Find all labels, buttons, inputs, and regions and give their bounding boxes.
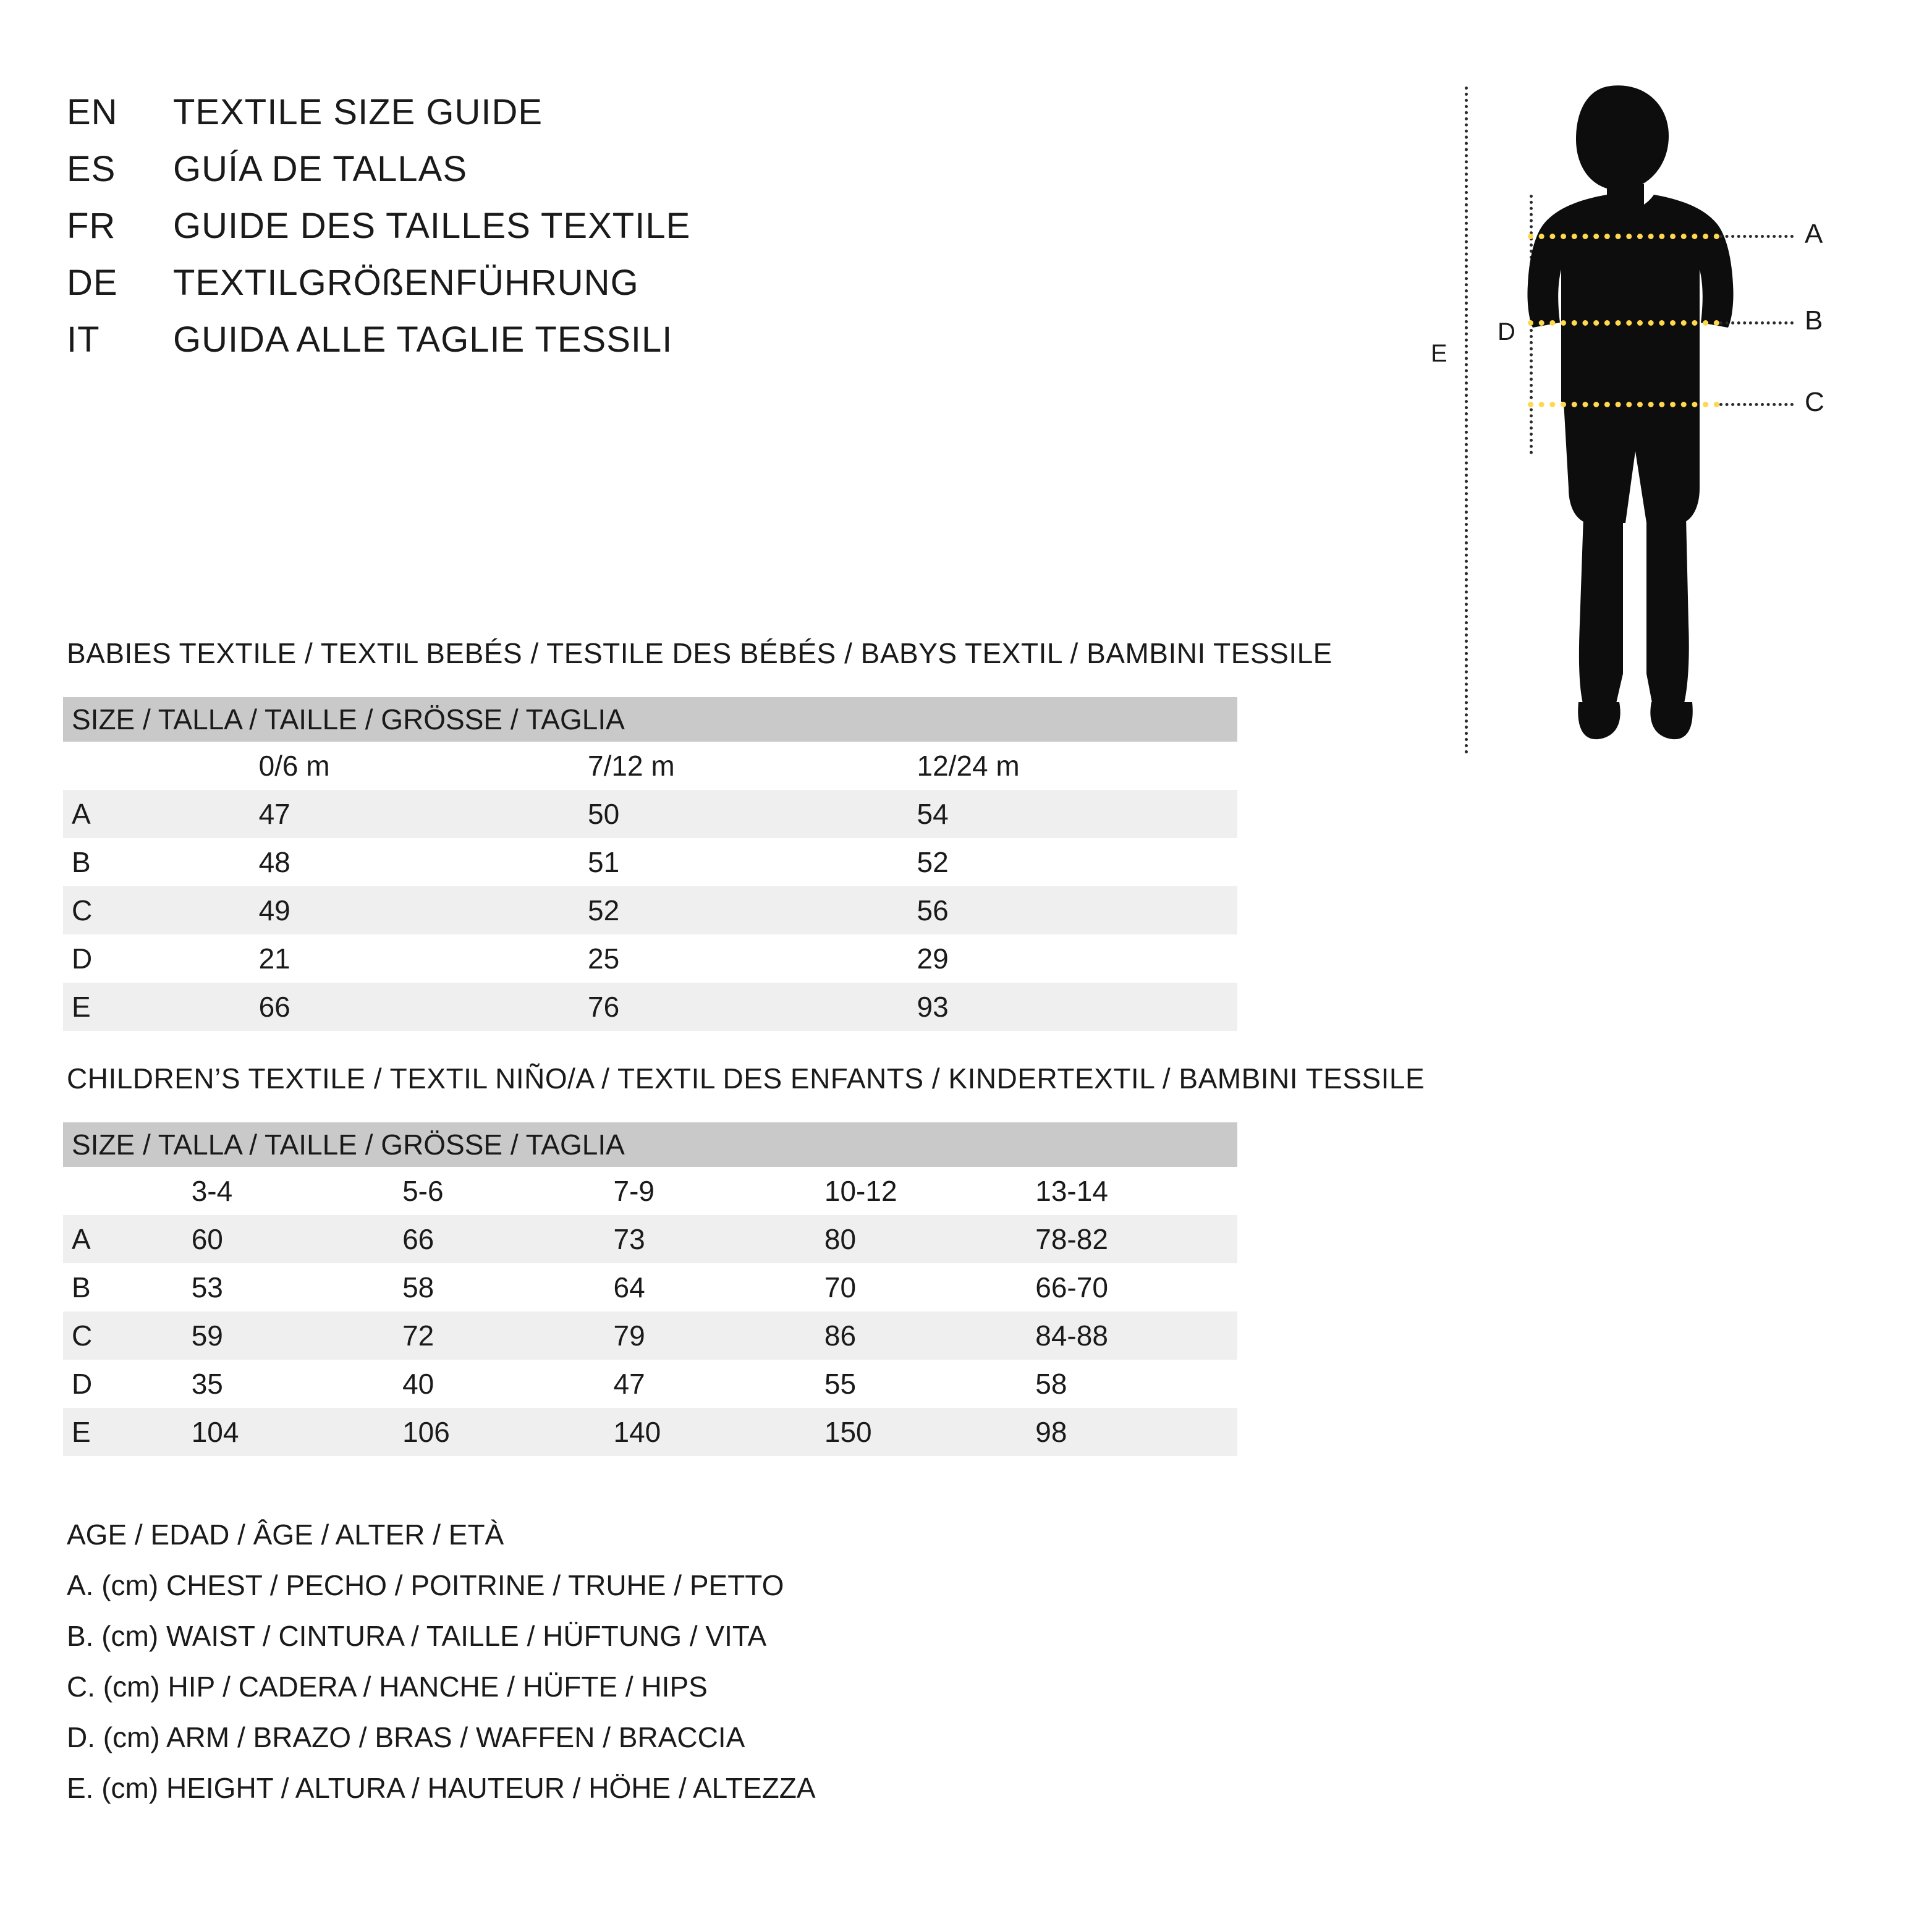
table-row [63, 1311, 1237, 1360]
measure-line-waist [1528, 320, 1719, 326]
children-size-table [63, 1122, 1237, 1456]
children-d-4: 58 [1027, 1360, 1237, 1408]
babies-c-0: 49 [250, 886, 579, 934]
children-row-letter-b: B [63, 1263, 183, 1311]
language-row-fr [67, 205, 1241, 262]
children-e-1: 106 [394, 1408, 604, 1456]
babies-row-letter-e: E [63, 983, 250, 1031]
children-d-0: 35 [183, 1360, 394, 1408]
child-silhouette-icon [1514, 80, 1755, 754]
babies-table-header-label: SIZE / TALLA / TAILLE / GRÖSSE / TAGLIA [63, 697, 1237, 742]
table-row [63, 1408, 1237, 1456]
babies-e-2: 93 [909, 983, 1238, 1031]
measurement-legend [67, 1520, 1303, 1824]
language-title-it: GUIDA ALLE TAGLIE TESSILI [173, 320, 673, 360]
children-column-header-row [63, 1167, 1237, 1215]
babies-c-2: 56 [909, 886, 1238, 934]
legend-item-a: A. (cm) CHEST / PECHO / POITRINE / TRUHE / PETTO [67, 1569, 784, 1601]
legend-title: AGE / EDAD / ÂGE / ALTER / ETÀ [67, 1519, 504, 1551]
children-e-2: 140 [604, 1408, 815, 1456]
babies-size-table [63, 697, 1237, 1031]
children-b-0: 53 [183, 1263, 394, 1311]
children-column-4: 13-14 [1027, 1167, 1237, 1215]
figure-label-d: D [1498, 318, 1515, 345]
babies-table-header-row [63, 697, 1237, 742]
babies-row-letter-d: D [63, 934, 250, 983]
babies-e-0: 66 [250, 983, 579, 1031]
measure-line-hip [1528, 402, 1719, 407]
babies-c-1: 52 [579, 886, 908, 934]
children-c-3: 86 [816, 1311, 1027, 1360]
children-c-4: 84-88 [1027, 1311, 1237, 1360]
language-code-it: IT [67, 320, 100, 360]
language-code-en: EN [67, 92, 118, 132]
children-table-header-label: SIZE / TALLA / TAILLE / GRÖSSE / TAGLIA [63, 1122, 1237, 1167]
language-code-fr: FR [67, 206, 116, 246]
babies-d-0: 21 [250, 934, 579, 983]
children-c-0: 59 [183, 1311, 394, 1360]
children-section-title: CHILDREN’S TEXTILE / TEXTIL NIÑO/A / TEXTIL DES ENFANTS / KINDERTEXTIL / BAMBINI TESSILE [67, 1062, 1425, 1095]
children-b-1: 58 [394, 1263, 604, 1311]
table-row [63, 983, 1237, 1031]
table-row [63, 1263, 1237, 1311]
children-a-4: 78-82 [1027, 1215, 1237, 1263]
table-row [63, 838, 1237, 886]
children-c-1: 72 [394, 1311, 604, 1360]
children-a-0: 60 [183, 1215, 394, 1263]
children-d-3: 55 [816, 1360, 1027, 1408]
table-row [63, 1215, 1237, 1263]
babies-column-0: 0/6 m [250, 742, 579, 790]
children-corner-cell [63, 1167, 183, 1215]
language-row-it [67, 319, 1241, 376]
babies-section-title: BABIES TEXTILE / TEXTIL BEBÉS / TESTILE DES BÉBÉS / BABYS TEXTIL / BAMBINI TESSILE [67, 637, 1332, 669]
babies-row-letter-a: A [63, 790, 250, 838]
babies-b-2: 52 [909, 838, 1238, 886]
table-row [63, 1360, 1237, 1408]
language-code-de: DE [67, 263, 118, 303]
children-row-letter-a: A [63, 1215, 183, 1263]
measure-line-chest [1528, 234, 1719, 239]
lead-line-hip [1719, 403, 1794, 406]
babies-a-0: 47 [250, 790, 579, 838]
children-column-1: 5-6 [394, 1167, 604, 1215]
language-row-en [67, 91, 1241, 148]
legend-item-b: B. (cm) WAIST / CINTURA / TAILLE / HÜFTUNG / VITA [67, 1620, 767, 1652]
legend-item-c: C. (cm) HIP / CADERA / HANCHE / HÜFTE / HIPS [67, 1671, 708, 1703]
figure-label-a: A [1805, 219, 1823, 249]
children-a-2: 73 [604, 1215, 815, 1263]
babies-column-2: 12/24 m [909, 742, 1238, 790]
babies-b-1: 51 [579, 838, 908, 886]
children-e-0: 104 [183, 1408, 394, 1456]
language-title-en: TEXTILE SIZE GUIDE [173, 92, 543, 132]
language-title-de: TEXTILGRÖßENFÜHRUNG [173, 263, 639, 303]
babies-d-2: 29 [909, 934, 1238, 983]
children-e-4: 98 [1027, 1408, 1237, 1456]
babies-a-1: 50 [579, 790, 908, 838]
babies-column-header-row [63, 742, 1237, 790]
height-guide-line-e [1465, 87, 1468, 754]
babies-e-1: 76 [579, 983, 908, 1031]
babies-a-2: 54 [909, 790, 1238, 838]
legend-item-e: E. (cm) HEIGHT / ALTURA / HAUTEUR / HÖHE / ALTEZZA [67, 1772, 816, 1804]
children-row-letter-e: E [63, 1408, 183, 1456]
babies-column-1: 7/12 m [579, 742, 908, 790]
children-column-2: 7-9 [604, 1167, 815, 1215]
figure-label-e: E [1431, 340, 1447, 367]
children-row-letter-d: D [63, 1360, 183, 1408]
babies-row-letter-c: C [63, 886, 250, 934]
language-code-es: ES [67, 149, 116, 189]
children-b-4: 66-70 [1027, 1263, 1237, 1311]
table-row [63, 886, 1237, 934]
children-a-1: 66 [394, 1215, 604, 1263]
babies-d-1: 25 [579, 934, 908, 983]
lead-line-chest [1719, 235, 1794, 238]
legend-item-d: D. (cm) ARM / BRAZO / BRAS / WAFFEN / BRACCIA [67, 1721, 745, 1753]
children-table-header-row [63, 1122, 1237, 1167]
children-column-0: 3-4 [183, 1167, 394, 1215]
babies-corner-cell [63, 742, 250, 790]
children-b-2: 64 [604, 1263, 815, 1311]
babies-b-0: 48 [250, 838, 579, 886]
language-row-de [67, 262, 1241, 319]
children-e-3: 150 [816, 1408, 1027, 1456]
babies-row-letter-b: B [63, 838, 250, 886]
table-row [63, 790, 1237, 838]
children-b-3: 70 [816, 1263, 1027, 1311]
language-title-es: GUÍA DE TALLAS [173, 149, 468, 189]
language-title-block [67, 91, 1241, 376]
language-title-fr: GUIDE DES TAILLES TEXTILE [173, 206, 691, 246]
children-a-3: 80 [816, 1215, 1027, 1263]
children-c-2: 79 [604, 1311, 815, 1360]
measurement-figure [1397, 80, 1904, 766]
children-column-3: 10-12 [816, 1167, 1027, 1215]
table-row [63, 934, 1237, 983]
lead-line-waist [1719, 321, 1794, 324]
figure-label-c: C [1805, 387, 1824, 417]
children-row-letter-c: C [63, 1311, 183, 1360]
children-d-2: 47 [604, 1360, 815, 1408]
figure-label-b: B [1805, 305, 1823, 336]
language-row-es [67, 148, 1241, 205]
children-d-1: 40 [394, 1360, 604, 1408]
